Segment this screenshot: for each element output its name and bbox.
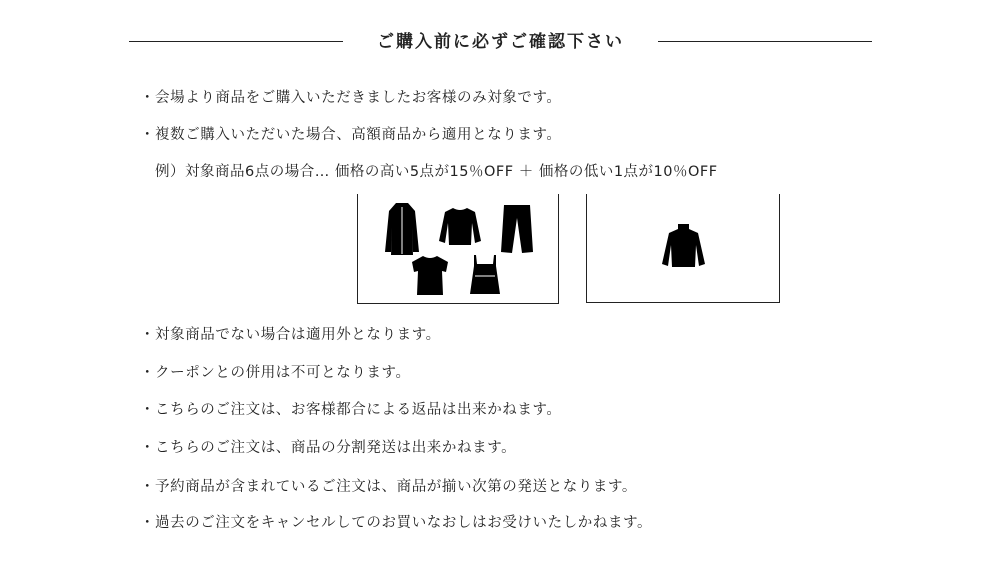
note-text: こちらのご注文は、商品の分割発送は出来かねます。 <box>155 440 517 456</box>
note-text: クーポンとの併用は不可となります。 <box>155 365 411 381</box>
page-title: ご購入前に必ずご確認下さい <box>377 32 624 52</box>
note-text: 複数ご購入いただいた場合、高額商品から適用となります。 <box>155 127 562 143</box>
note-item <box>140 513 652 533</box>
note-item <box>140 363 411 383</box>
sweater-shape <box>439 208 481 245</box>
note-item <box>140 125 562 145</box>
sweater-icon <box>438 207 482 247</box>
note-text: こちらのご注文は、お客様都合による返品は出来かねます。 <box>155 402 562 418</box>
section-heading <box>129 28 872 56</box>
coat-icon <box>384 202 420 256</box>
note-text: 過去のご注文をキャンセルしてのお買いなおしはお受けいたしかねます。 <box>155 515 653 531</box>
bullet-mark: ・ <box>140 127 156 143</box>
bullet-mark: ・ <box>140 515 156 531</box>
turtleneck-shape <box>662 224 705 267</box>
note-text: 会場より商品をご購入いただきましたお客様のみ対象です。 <box>155 90 562 106</box>
note-item <box>140 400 562 420</box>
note-item <box>140 438 516 458</box>
bullet-mark: ・ <box>140 90 156 106</box>
tshirt-icon <box>411 255 449 296</box>
note-item <box>140 88 562 108</box>
note-item <box>140 477 637 497</box>
turtleneck-icon <box>661 223 706 268</box>
note-item <box>140 325 441 345</box>
heading-rule-right <box>658 41 872 42</box>
bullet-mark: ・ <box>140 402 156 418</box>
pants-shape <box>501 205 533 253</box>
bullet-mark: ・ <box>140 327 156 343</box>
note-text: 対象商品でない場合は適用外となります。 <box>155 327 441 343</box>
bullet-mark: ・ <box>140 440 156 456</box>
note-text: 予約商品が含まれているご注文は、商品が揃い次第の発送となります。 <box>155 479 638 495</box>
tshirt-shape <box>412 256 448 295</box>
camisole-icon <box>469 254 501 296</box>
heading-rule-left <box>129 41 343 42</box>
bullet-mark: ・ <box>140 365 156 381</box>
pants-icon <box>500 204 534 254</box>
camisole-shape <box>470 255 500 294</box>
discount-example: 例）対象商品6点の場合… 価格の高い5点が15％OFF ＋ 価格の低い1点が10％OFF <box>155 164 718 180</box>
bullet-mark: ・ <box>140 479 156 495</box>
